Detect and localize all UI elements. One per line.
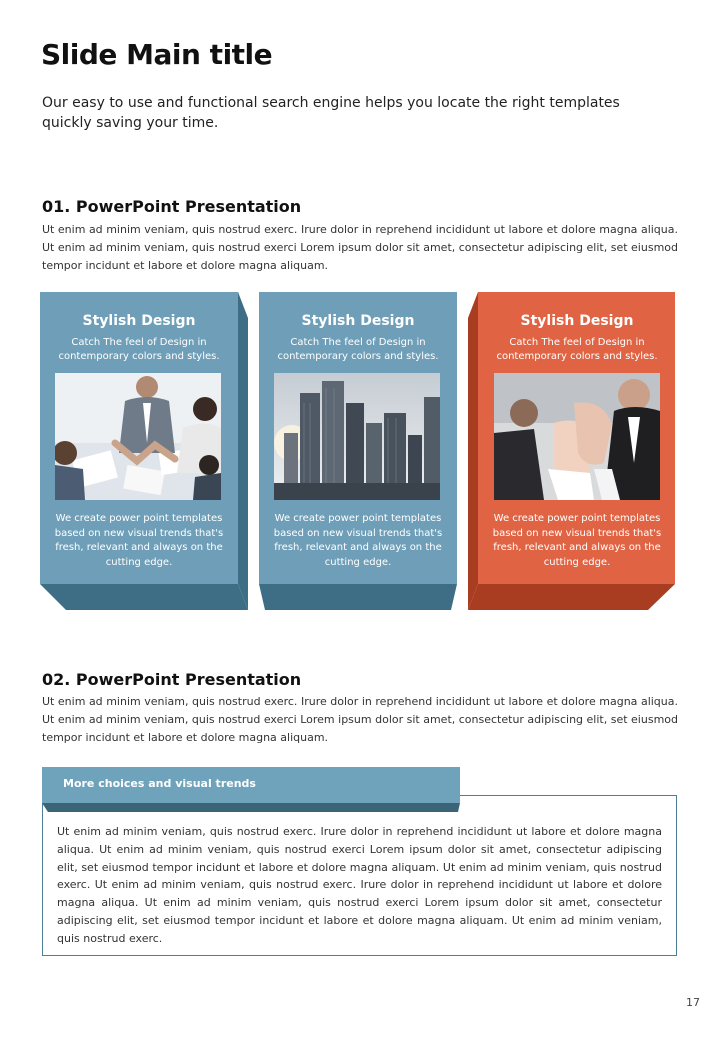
card-body: We create power point templates based on new visual trends that's fresh, relevant and always on the cutting edge. (54, 513, 224, 568)
section1-body: Ut enim ad minim veniam, quis nostrud exerc. Irure dolor in reprehend incididunt ut labore et dolore magna aliqua. Ut enim ad minim veniam, quis nostrud exerci Lorem ipsum dolor sit amet, consectetur adipiscing elit, set eiusmod tempor incidunt et labore et dolore magna aliquam. (42, 223, 678, 272)
page-number: 17 (686, 996, 700, 1009)
card-body: We create power point templates based on new visual trends that's fresh, relevant and always on the cutting edge. (492, 513, 662, 568)
section2-body: Ut enim ad minim veniam, quis nostrud exerc. Irure dolor in reprehend incididunt ut labore et dolore magna aliqua. Ut enim ad minim veniam, quis nostrud exerci Lorem ipsum dolor sit amet, consectetur adipiscing elit, set eiusmod tempor incidunt et labore et dolore magna aliquam. (42, 695, 678, 744)
feature-card-3 (468, 292, 676, 610)
card-subtitle: Catch The feel of Design in contemporary colors and styles. (277, 337, 439, 362)
section2-title: 02. PowerPoint Presentation (42, 670, 302, 689)
card-title: Stylish Design (520, 313, 634, 329)
card-title: Stylish Design (301, 313, 415, 329)
business-team-hands-photo (55, 373, 221, 500)
page-subtitle: Our easy to use and functional search engine helps you locate the right templates quickly saving your time. (42, 95, 620, 131)
city-skyscrapers-photo (274, 373, 440, 500)
feature-card-1 (40, 292, 248, 610)
card-title: Stylish Design (82, 313, 196, 329)
page-title: Slide Main title (41, 38, 273, 71)
card-subtitle: Catch The feel of Design in contemporary colors and styles. (496, 337, 658, 362)
content-box-text: Ut enim ad minim veniam, quis nostrud exerc. Irure dolor in reprehend incididunt ut labore et dolore magna aliqua. Ut enim ad minim veniam, quis nostrud exerci Lorem ipsum dolor sit amet, consectetur adipiscing elit, set eiusmod tempor incidunt et labore et dolore magna aliquam. Ut enim ad minim veniam, quis nostrud exerc. Ut enim ad minim veniam, quis nostrud exerc. Irure dolor in reprehend incididunt ut labore et dolore magna aliqua. Ut enim ad minim veniam, quis nostrud exerci Lorem ipsum dolor sit amet, consectetur adipiscing elit, set eiusmod tempor incidunt et labore et dolore magna aliquam. Ut enim ad minim veniam, quis nostrud exerc. (57, 825, 662, 945)
section1-title: 01. PowerPoint Presentation (42, 197, 302, 216)
people-clapping-photo (494, 373, 660, 500)
banner-label: More choices and visual trends (63, 777, 256, 790)
card-subtitle: Catch The feel of Design in contemporary colors and styles. (58, 337, 220, 362)
feature-card-2 (259, 292, 467, 610)
card-body: We create power point templates based on new visual trends that's fresh, relevant and always on the cutting edge. (273, 513, 443, 568)
